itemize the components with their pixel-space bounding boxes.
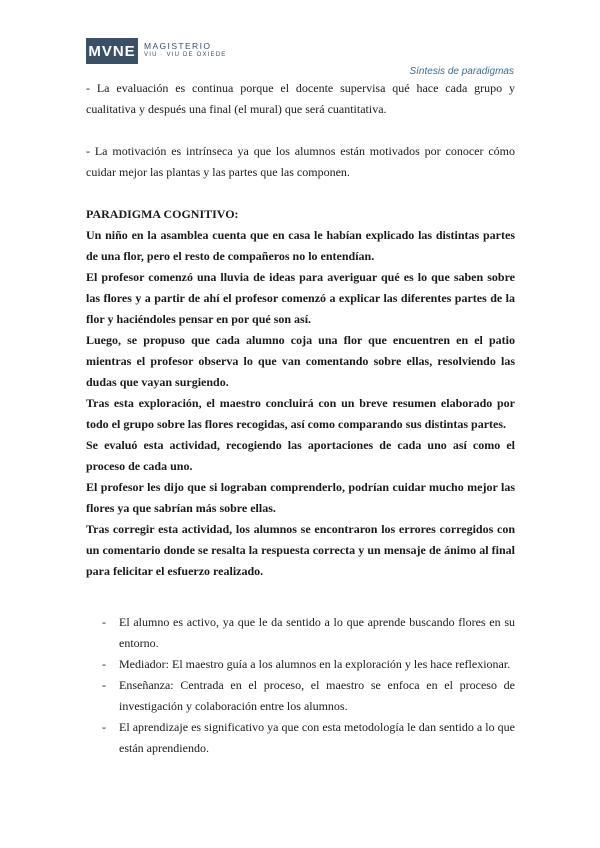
section-paragraph: Un niño en la asamblea cuenta que en casa le habían explicado las distintas partes de una flor, pero el resto de compañeros no lo entendían.: [86, 228, 515, 263]
section-paragraph: Se evaluó esta actividad, recogiendo las aportaciones de cada uno así como el proceso de cada uno.: [86, 438, 515, 473]
list-item-text: Mediador: El maestro guía a los alumnos en la exploración y les hace reflexionar.: [119, 657, 511, 671]
list-item-text: El alumno es activo, ya que le da sentido a lo que aprende buscando flores en su entorno.: [119, 615, 515, 650]
document-header-title: Síntesis de paradigmas: [409, 66, 514, 77]
intro-paragraph-evaluation: - La evaluación es continua porque el docente supervisa qué hace cada grupo y cualitativa y después una final (el mural) que será cuantitativa.: [86, 81, 515, 116]
bullet-marker: -: [102, 657, 106, 671]
section-paragraph: El profesor les dijo que si lograban comprenderlo, podrían cuidar mucho mejor las flores ya que sabrían más sobre ellas.: [86, 480, 515, 515]
list-item: [86, 675, 515, 717]
logo-mark: MVNE: [86, 38, 138, 64]
bullet-marker: -: [102, 720, 106, 734]
intro-paragraph-motivation: - La motivación es intrínseca ya que los alumnos están motivados por conocer cómo cuidar mejor las plantas y las partes que las componen.: [86, 144, 515, 179]
page-body: [86, 78, 515, 759]
section-paragraph: El profesor comenzó una lluvia de ideas para averiguar qué es lo que saben sobre las flores y a partir de ahí el profesor comenzó a explicar las diferentes partes de la flor y haciéndoles pensar en por qué son así.: [86, 270, 515, 326]
logo-wordmark: [144, 42, 226, 60]
list-item: [86, 717, 515, 759]
list-item: [86, 612, 515, 654]
section-paragraph: Tras corregir esta actividad, los alumnos se encontraron los errores corregidos con un comentario donde se resalta la respuesta correcta y un mensaje de ánimo al final para felicitar el esfuerzo realizado.: [86, 522, 515, 578]
section-paragraph: Luego, se propuso que cada alumno coja una flor que encuentren en el patio mientras el profesor observa lo que van comentando sobre ellas, resolviendo las dudas que vayan surgiendo.: [86, 333, 515, 389]
bullet-marker: -: [102, 615, 106, 629]
logo-line-1: MAGISTERIO: [144, 41, 212, 51]
list-item-text: Enseñanza: Centrada en el proceso, el maestro se enfoca en el proceso de investigación y colaboración entre los alumnos.: [119, 678, 515, 713]
magisterio-logo: [86, 38, 226, 64]
bullet-marker: -: [102, 678, 106, 692]
list-item-text: El aprendizaje es significativo ya que con esta metodología le dan sentido a lo que están aprendiendo.: [119, 720, 515, 755]
logo-line-2: VIU · VIU DE OXIEDE: [144, 52, 227, 58]
characteristics-list: [86, 612, 515, 759]
list-item: [86, 654, 515, 675]
section-paragraph: Tras esta exploración, el maestro concluirá con un breve resumen elaborado por todo el grupo sobre las flores recogidas, así como comparando sus distintas partes.: [86, 396, 515, 431]
section-heading: PARADIGMA COGNITIVO:: [86, 207, 239, 221]
